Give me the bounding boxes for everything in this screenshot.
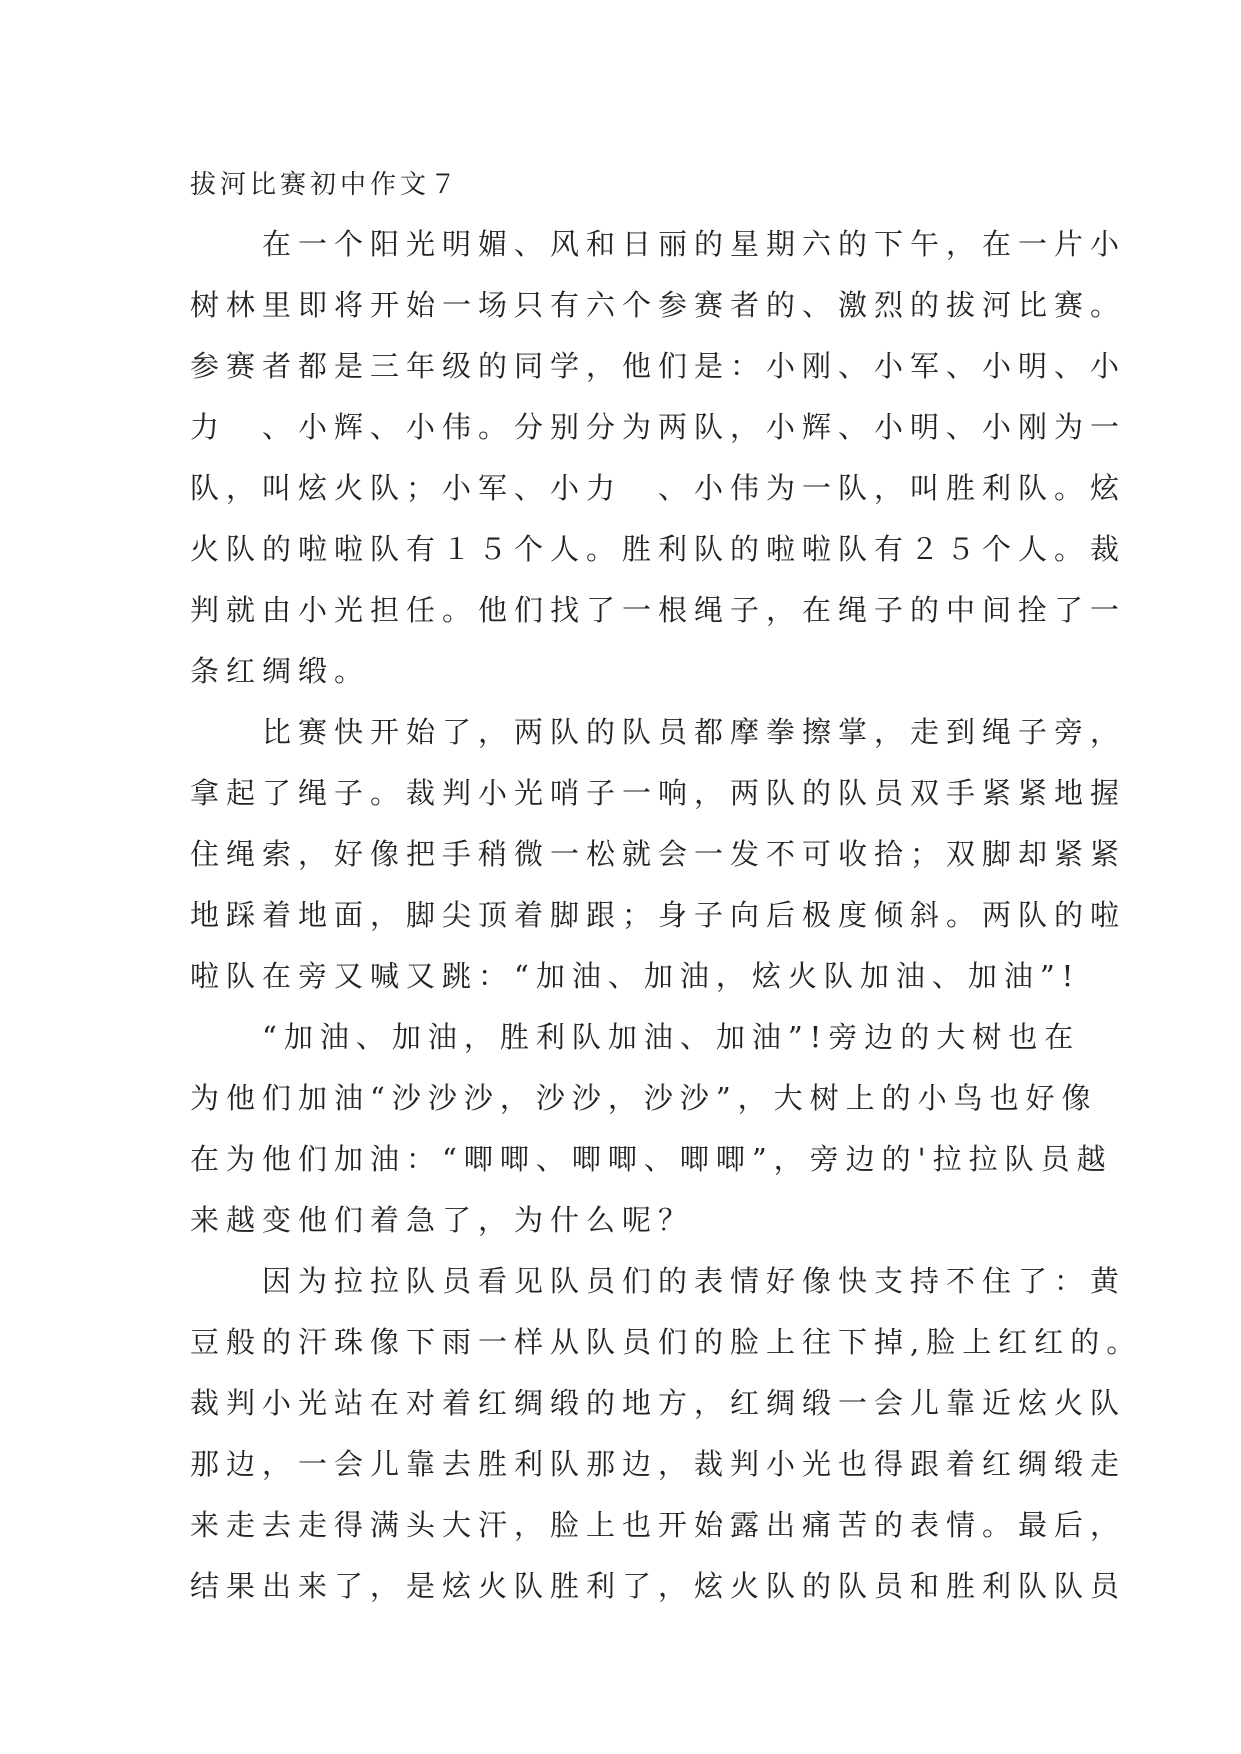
paragraph <box>190 1007 1113 1251</box>
text-line: “加油、加油，胜利队加油、加油”!旁边的大树也在 <box>190 1020 1081 1054</box>
paragraph <box>190 702 1127 1007</box>
text-line: 在一个阳光明媚、风和日丽的星期六的下午，在一片小 <box>190 227 1127 261</box>
text-line: 队，叫炫火队；小军、小力 、小伟为一队，叫胜利队。炫 <box>190 471 1127 505</box>
text-line: 树林里即将开始一场只有六个参赛者的、激烈的拔河比赛。 <box>190 288 1127 322</box>
text-line: 住绳索，好像把手稍微一松就会一发不可收拾；双脚却紧紧 <box>190 837 1127 871</box>
paragraph <box>190 214 1127 702</box>
text-line: 为他们加油“沙沙沙，沙沙，沙沙”，大树上的小鸟也好像 <box>190 1081 1098 1115</box>
text-line: 地踩着地面，脚尖顶着脚跟；身子向后极度倾斜。两队的啦 <box>190 898 1127 932</box>
text-line: 火队的啦啦队有１５个人。胜利队的啦啦队有２５个人。裁 <box>190 532 1127 566</box>
text-line: 条红绸缎。 <box>190 654 371 688</box>
text-line: 来越变他们着急了，为什么呢？ <box>190 1203 695 1237</box>
text-line: 在为他们加油：“唧唧、唧唧、唧唧”，旁边的'拉拉队员越 <box>190 1142 1113 1176</box>
text-line: 比赛快开始了，两队的队员都摩拳擦掌，走到绳子旁， <box>190 715 1127 749</box>
document-page <box>190 160 1143 1617</box>
text-line: 啦队在旁又喊又跳：“加油、加油，炫火队加油、加油”! <box>190 959 1081 993</box>
text-line: 裁判小光站在对着红绸缎的地方，红绸缎一会儿靠近炫火队 <box>190 1386 1127 1420</box>
document-body <box>190 214 1143 1617</box>
text-line: 拿起了绳子。裁判小光哨子一响，两队的队员双手紧紧地握 <box>190 776 1127 810</box>
paragraph <box>190 1251 1143 1617</box>
text-line: 结果出来了，是炫火队胜利了，炫火队的队员和胜利队队员 <box>190 1569 1127 1603</box>
text-line: 来走去走得满头大汗，脸上也开始露出痛苦的表情。最后， <box>190 1508 1127 1542</box>
text-line: 力 、小辉、小伟。分别分为两队，小辉、小明、小刚为一 <box>190 410 1127 444</box>
text-line: 豆般的汗珠像下雨一样从队员们的脸上往下掉,脸上红红的。 <box>190 1325 1143 1359</box>
text-line: 判就由小光担任。他们找了一根绳子，在绳子的中间拴了一 <box>190 593 1127 627</box>
text-line: 参赛者都是三年级的同学，他们是：小刚、小军、小明、小 <box>190 349 1127 383</box>
document-title: 拔河比赛初中作文７ <box>190 170 461 200</box>
text-line: 那边，一会儿靠去胜利队那边，裁判小光也得跟着红绸缎走 <box>190 1447 1127 1481</box>
text-line: 因为拉拉队员看见队员们的表情好像快支持不住了：黄 <box>190 1264 1127 1298</box>
